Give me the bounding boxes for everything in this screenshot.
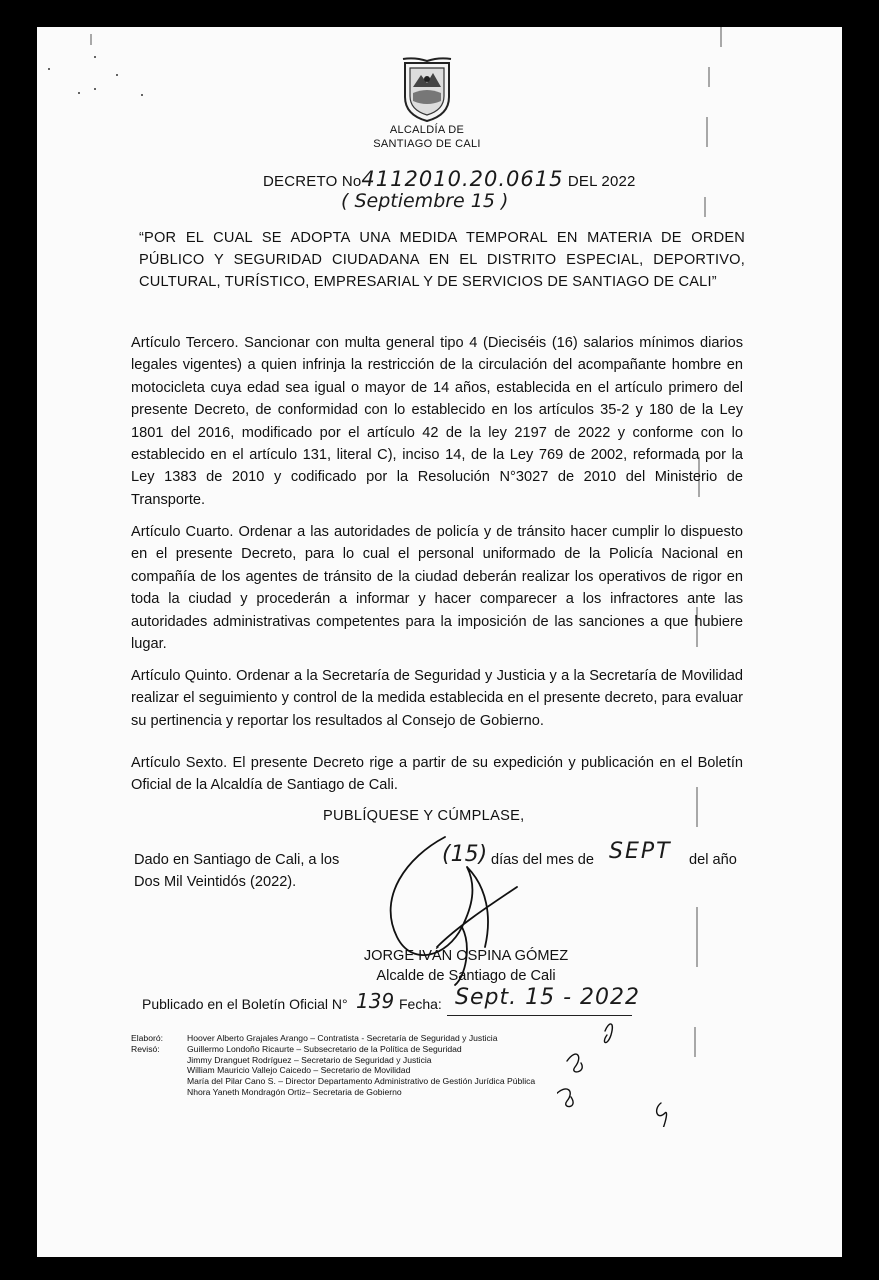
elaboro-name: Hoover Alberto Grajales Arango – Contratista - Secretaría de Seguridad y Justicia [187,1033,498,1043]
decree-date-handwritten: ( Septiembre 15 ) [341,190,509,212]
day-handwritten: (15) [442,842,488,867]
publication-date-label: Fecha: [399,996,442,1012]
publication-label: Publicado en el Boletín Oficial N° [142,996,348,1012]
review-initials [557,1017,677,1127]
article-cuarto: Artículo Cuarto. Ordenar a las autoridades de policía y de tránsito hacer cumplir lo dispuesto en el presente Decreto, para lo cual el personal uniformado de la Policía Nacional en compañía de los agentes de tránsito de la ciudad deberán realizar los operativos de rigor en toda la ciudad y procederán a informar y hacer comparecer a los infractores ante las autoridades administrativas competentes para la imposición de las sanciones a que hubiere lugar. [131,524,743,653]
decree-subject: “POR EL CUAL SE ADOPTA UNA MEDIDA TEMPORAL EN MATERIA DE ORDEN PÚBLICO Y SEGURIDAD CIUDADANA EN EL DISTRITO ESPECIAL, DEPORTIVO, CULTURAL, TURÍSTICO, EMPRESARIAL Y DE SERVICIOS DE SANTIAGO DE CALI” [139,230,745,290]
publication-number-handwritten: 139 [356,989,395,1013]
reviso-label: Revisó: [131,1043,160,1054]
decree-number-handwritten: 4112010.20.0615 [361,167,564,191]
month-handwritten: SEPT [609,839,672,864]
article-tercero: Artículo Tercero. Sancionar con multa general tipo 4 (Dieciséis (16) salarios mínimos diarios legales vigentes) a quien infrinja la restricción de la circulación del acompañante hombre en motocicleta cuya edad sea igual o mayor de 14 años, establecida en el artículo primero del presente Decreto, de conformidad con lo establecido en los artículos 35-2 y 180 de la Ley 1801 del 2016, modificado por el artículo 42 de la ley 2197 de 2022 y conforme con lo establecido en el artículo 131, literal C), inciso 14, de la Ley 769 de 2002, reformada por la Ley 1383 de 2010 y codificado por la Resolución N°3027 de 2010 del Ministerio de Transporte. [131,335,743,508]
credits-row [131,1087,535,1098]
reviso-name: María del Pilar Cano S. – Director Departamento Administrativo de Gestión Jurídica Pública [187,1076,536,1087]
reviso-name: Nhora Yaneth Mondragón Ortiz– Secretaria de Gobierno [187,1086,402,1097]
office-name [337,123,517,151]
signer-block [291,946,641,986]
publication-date-underline [447,1015,632,1016]
office-line-1: ALCALDÍA DE [389,124,465,136]
publication-date-handwritten: Sept. 15 - 2022 [455,985,640,1010]
signer-name: JORGE IVÁN OSPINA GÓMEZ [363,948,569,964]
dado-suffix: del año [689,852,737,868]
dado-prefix: Dado en Santiago de Cali, a los [134,852,340,868]
reviso-name: William Mauricio Vallejo Caicedo – Secretario de Movilidad [187,1065,411,1076]
decree-year: DEL 2022 [567,173,636,190]
office-line-2: SANTIAGO DE CALI [373,138,481,150]
decree-label: DECRETO No [263,173,362,190]
article-quinto: Artículo Quinto. Ordenar a la Secretaría de Seguridad y Justicia y a la Secretaría de Movilidad realizar el seguimiento y control de la medida establecida en el presente decreto, para evaluar su pertinencia y reportar los resultados al Consejo de Gobierno. [131,668,743,729]
signer-title: Alcalde de Santiago de Cali [376,968,556,984]
coat-of-arms-icon [401,57,453,123]
credits-row [131,1076,535,1087]
credits-row-elaboro [131,1033,535,1044]
credits-row [131,1055,535,1066]
decree-number-line [263,167,636,191]
credits-row [131,1065,535,1076]
dado-middle: días del mes de [491,852,595,868]
reviso-name: Guillermo Londoño Ricaurte – Subsecretario de la Política de Seguridad [187,1043,462,1054]
article-sexto: Artículo Sexto. El presente Decreto rige a partir de su expedición y publicación en el Boletín Oficial de la Alcaldía de Santiago de Cali. [131,755,743,794]
document-page [37,27,842,1257]
credits-block [131,1033,535,1098]
publiquese-line: PUBLÍQUESE Y CÚMPLASE, [323,808,525,824]
year-in-words: Dos Mil Veintidós (2022). [134,874,297,890]
elaboro-label: Elaboró: [131,1033,164,1043]
credits-row-reviso [131,1044,535,1055]
reviso-name: Jimmy Dranguet Rodríguez – Secretario de Seguridad y Justicia [187,1054,432,1065]
